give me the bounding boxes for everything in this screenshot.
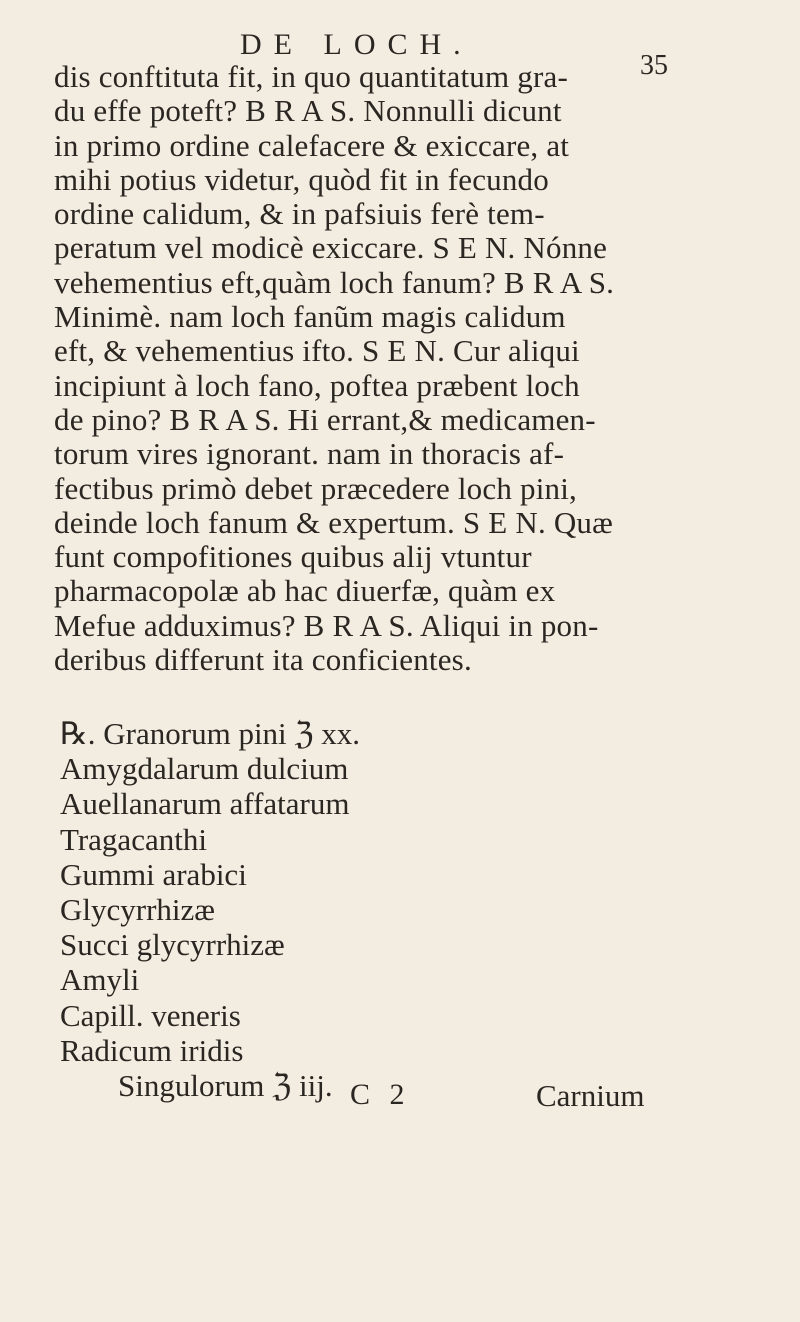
text-line: Minimè. nam loch fanũm magis calidum [54,299,566,335]
recipe-line: Succi glycyrrhizæ [60,927,285,963]
body-text [54,60,754,677]
text-line: mihi potius videtur, quòd fit in fecundo [54,161,549,197]
text-line: de pino? B R A S. Hi errant,& medicamen- [54,401,596,437]
text-line: vehementius eft,quàm loch fanum? B R A S. [54,264,615,300]
text-line: deinde loch fanum & expertum. S E N. Quæ [54,504,614,540]
text-line: Mefue adduximus? B R A S. Aliqui in pon- [54,607,599,643]
recipe-line: ℞. Granorum pini ℨ xx. [60,716,361,751]
recipe-line: Singulorum ℨ iij. [118,1067,333,1103]
text-line: fectibus primò debet præcedere loch pini, [54,470,577,506]
text-line: deribus differunt ita conficientes. [54,642,472,678]
recipe-line: Tragacanthi [60,821,207,857]
text-line: ordine calidum, & in pafsiuis ferè tem- [54,196,545,232]
catchword: Carnium [536,1078,645,1113]
recipe-line: Radicum iridis [60,1032,244,1068]
text-line: funt compofitiones quibus alij vtuntur [54,539,532,575]
text-line: in primo ordine calefacere & exiccare, at [54,127,570,163]
recipe-line: Gummi arabici [60,856,247,892]
text-line: dis conftituta fit, in quo quantitatum gra- [54,59,568,94]
signature-mark: C 2 [350,1078,411,1111]
recipe-line: Auellanarum affatarum [60,786,350,822]
recipe-line: Amygdalarum dulcium [60,751,349,787]
page-footer [0,1078,800,1118]
text-line: torum vires ignorant. nam in thoracis af- [54,436,565,472]
recipe-line: Amyli [60,962,140,998]
recipe-line: Glycyrrhizæ [60,891,215,927]
text-line: incipiunt à loch fano, poftea præbent loch [54,367,580,403]
recipe-line: Capill. veneris [60,997,241,1033]
text-line: pharmacopolæ ab hac diuerfæ, quàm ex [54,573,556,609]
page-number: 35 [640,50,668,81]
text-line: peratum vel modicè exiccare. S E N. Nónne [54,230,608,266]
text-line: du effe poteft? B R A S. Nonnulli dicunt [54,93,562,129]
recipe-list [60,716,760,1103]
running-head: DE LOCH. [240,28,473,61]
text-line: eft, & vehementius ifto. S E N. Cur aliqui [54,333,580,369]
